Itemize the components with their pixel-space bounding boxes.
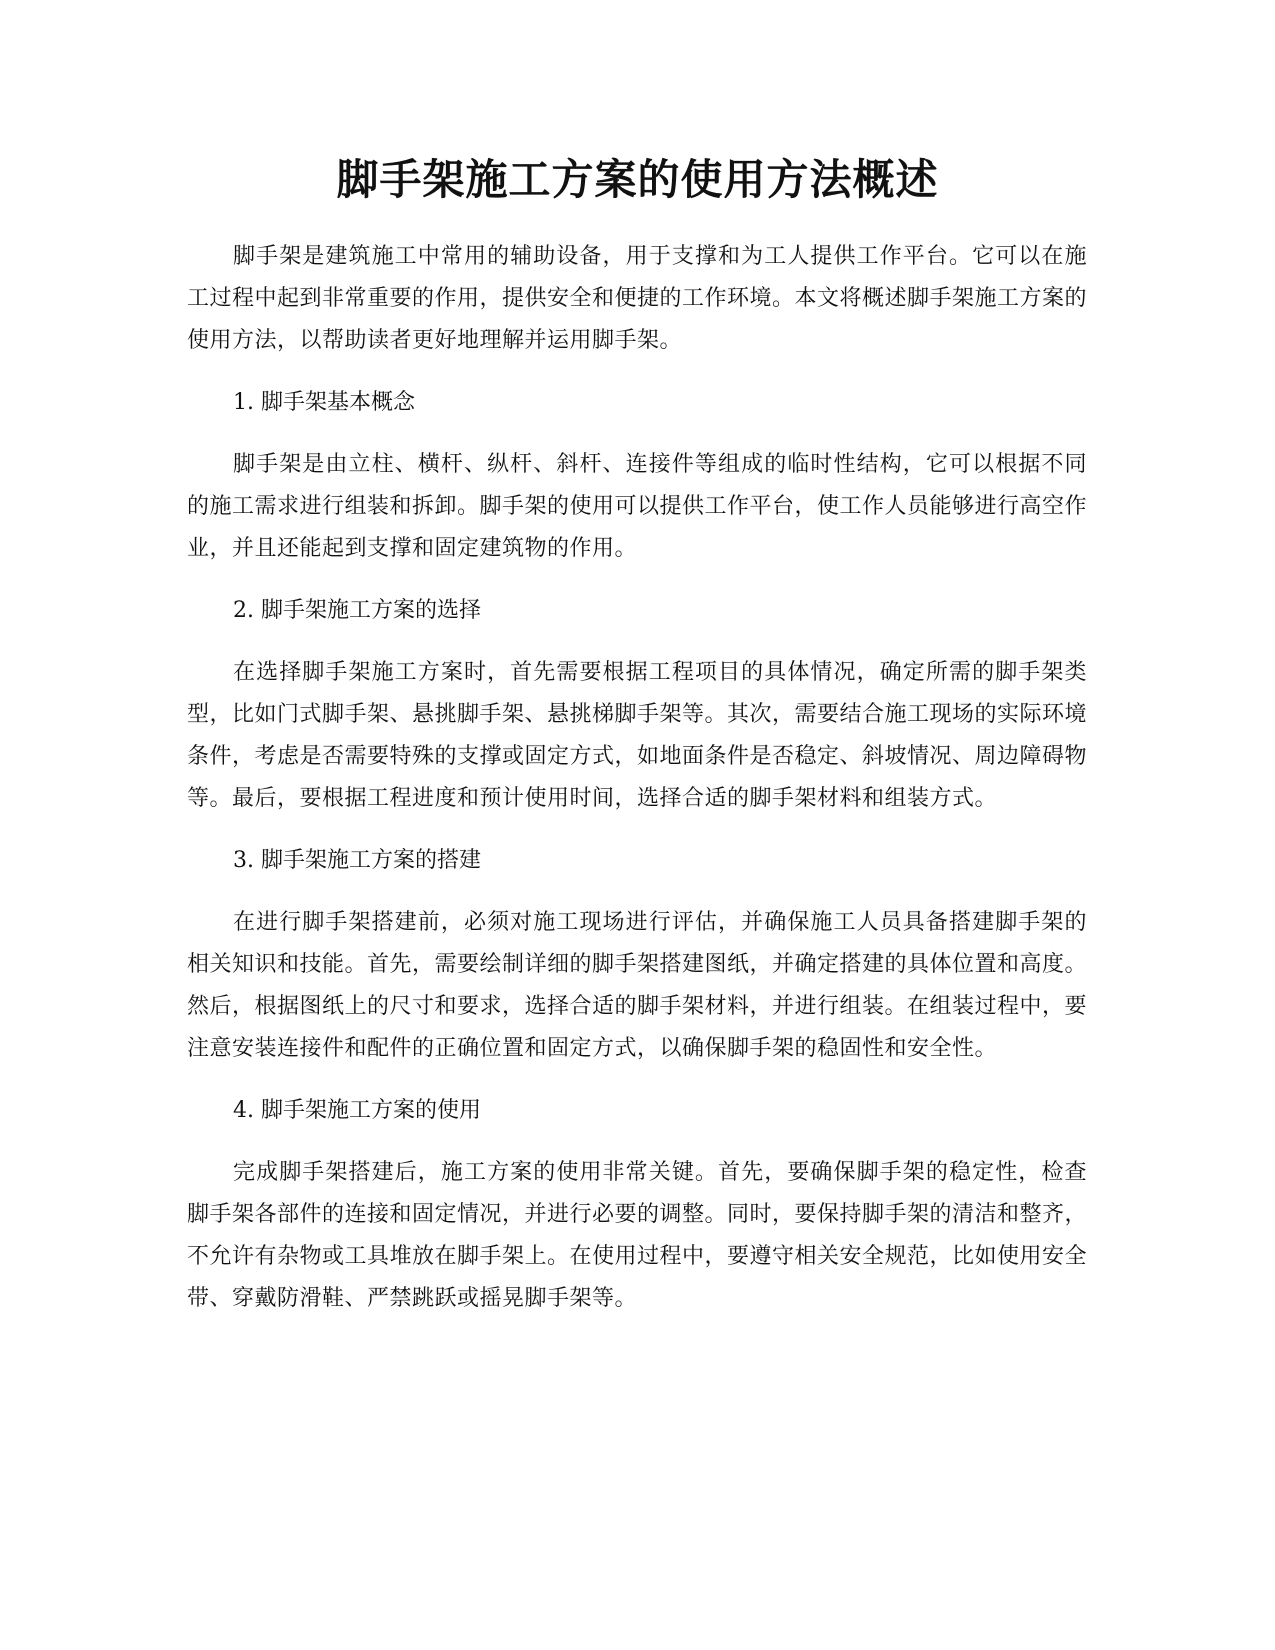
section-paragraph: 在进行脚手架搭建前，必须对施工现场进行评估，并确保施工人员具备搭建脚手架的相关知识和技能。首先，需要绘制详细的脚手架搭建图纸，并确定搭建的具体位置和高度。然后，根据图纸上的尺寸和要求，选择合适的脚手架材料，并进行组装。在组装过程中，要注意安装连接件和配件的正确位置和固定方式，以确保脚手架的稳固性和安全性。 xyxy=(187,910,1088,1061)
intro-paragraph: 脚手架是建筑施工中常用的辅助设备，用于支撑和为工人提供工作平台。它可以在施工过程中起到非常重要的作用，提供安全和便捷的工作环境。本文将概述脚手架施工方案的使用方法，以帮助读者更好地理解并运用脚手架。 xyxy=(187,244,1088,353)
section-paragraph: 完成脚手架搭建后，施工方案的使用非常关键。首先，要确保脚手架的稳定性，检查脚手架各部件的连接和固定情况，并进行必要的调整。同时，要保持脚手架的清洁和整齐，不允许有杂物或工具堆放在脚手架上。在使用过程中，要遵守相关安全规范，比如使用安全带、穿戴防滑鞋、严禁跳跃或摇晃脚手架等。 xyxy=(187,1160,1088,1311)
document-body xyxy=(187,236,1087,1340)
document-title: 脚手架施工方案的使用方法概述 xyxy=(336,155,939,204)
section-paragraph: 脚手架是由立柱、横杆、纵杆、斜杆、连接件等组成的临时性结构，它可以根据不同的施工需求进行组装和拆卸。脚手架的使用可以提供工作平台，使工作人员能够进行高空作业，并且还能起到支撑和固定建筑物的作用。 xyxy=(187,452,1088,561)
section-heading: 2. 脚手架施工方案的选择 xyxy=(233,598,481,623)
section-paragraph: 在选择脚手架施工方案时，首先需要根据工程项目的具体情况，确定所需的脚手架类型，比如门式脚手架、悬挑脚手架、悬挑梯脚手架等。其次，需要结合施工现场的实际环境条件，考虑是否需要特殊的支撑或固定方式，如地面条件是否稳定、斜坡情况、周边障碍物等。最后，要根据工程进度和预计使用时间，选择合适的脚手架材料和组装方式。 xyxy=(187,660,1088,811)
section-heading: 1. 脚手架基本概念 xyxy=(233,390,415,415)
section-heading: 3. 脚手架施工方案的搭建 xyxy=(233,848,481,873)
section-heading: 4. 脚手架施工方案的使用 xyxy=(233,1098,481,1123)
